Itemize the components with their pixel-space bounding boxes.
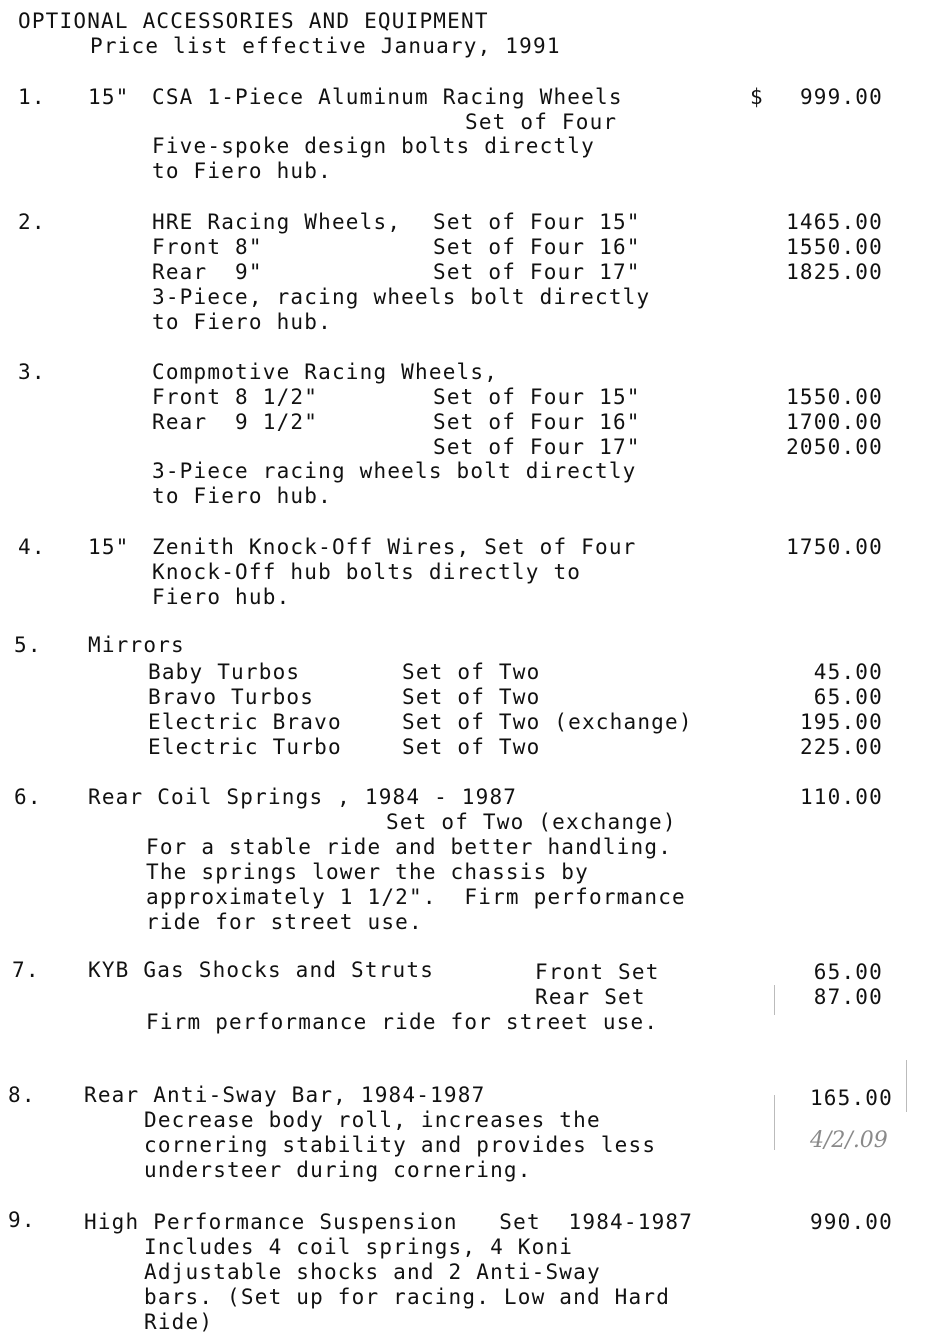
item-row-set: Set of Four 17" <box>433 435 641 459</box>
item-description: Firm performance ride for street use. <box>146 1010 659 1034</box>
item-description: Five-spoke design bolts directly <box>152 134 595 158</box>
item-row-set: Set of Four 15" <box>433 210 641 234</box>
scan-mark <box>774 985 775 1015</box>
item-price: 110.00 <box>799 785 883 809</box>
item-price: 990.00 <box>809 1210 893 1234</box>
item-price: 1550.00 <box>786 385 883 409</box>
page-subtitle: Price list effective January, 1991 <box>90 34 561 58</box>
item-row-label: Electric Bravo <box>148 710 342 734</box>
item-price: 1750.00 <box>786 535 883 559</box>
item-price: 1700.00 <box>786 410 883 434</box>
item-row-set: Set of Two <box>402 735 541 759</box>
item-price: 225.00 <box>799 735 883 759</box>
item-description: to Fiero hub. <box>152 310 332 334</box>
currency-symbol: $ <box>750 85 764 109</box>
item-description: Decrease body roll, increases the <box>144 1108 601 1132</box>
item-title: Mirrors <box>88 633 185 657</box>
scan-mark <box>906 1060 907 1112</box>
item-number: 9. <box>8 1208 36 1232</box>
item-description: Knock-Off hub bolts directly to <box>152 560 582 584</box>
item-description: Ride) <box>144 1310 214 1334</box>
item-number: 2. <box>18 210 46 234</box>
item-description: to Fiero hub. <box>152 159 332 183</box>
handwritten-date: 4/2/.09 <box>810 1128 888 1153</box>
item-price: 1465.00 <box>786 210 883 234</box>
item-row-label: Rear 9 1/2" <box>152 410 319 434</box>
item-row-label: Electric Turbo <box>148 735 342 759</box>
item-title: Rear Anti-Sway Bar, 1984-1987 <box>84 1083 486 1107</box>
item-price: 45.00 <box>813 660 883 684</box>
item-description: The springs lower the chassis by <box>146 860 589 884</box>
item-description: bars. (Set up for racing. Low and Hard <box>144 1285 671 1309</box>
item-number: 5. <box>14 633 42 657</box>
item-number: 6. <box>14 785 42 809</box>
item-row-label: Rear 9" <box>152 260 263 284</box>
item-price: 1550.00 <box>786 235 883 259</box>
item-price: 65.00 <box>813 685 883 709</box>
item-description: Adjustable shocks and 2 Anti-Sway <box>144 1260 601 1284</box>
item-price: 195.00 <box>799 710 883 734</box>
item-row-set: Set of Two (exchange) <box>402 710 693 734</box>
item-description: understeer during cornering. <box>144 1158 532 1182</box>
item-price: 65.00 <box>813 960 883 984</box>
scan-mark <box>774 1095 775 1150</box>
item-row-label: Front 8" <box>152 235 263 259</box>
item-title: KYB Gas Shocks and Struts <box>88 958 435 982</box>
item-number: 1. <box>18 85 46 109</box>
item-row-set: Rear Set <box>535 985 646 1009</box>
item-row-label: Front 8 1/2" <box>152 385 319 409</box>
item-size: 15" <box>88 535 130 559</box>
item-row-set: Set of Four 16" <box>433 235 641 259</box>
item-row-set: Set of Two <box>402 660 541 684</box>
item-description: 3-Piece, racing wheels bolt directly <box>152 285 651 309</box>
item-set-label: Set of Two (exchange) <box>386 810 677 834</box>
page-title: OPTIONAL ACCESSORIES AND EQUIPMENT <box>18 9 489 33</box>
item-description: For a stable ride and better handling. <box>146 835 673 859</box>
item-row-set: Set of Four 16" <box>433 410 641 434</box>
item-number: 3. <box>18 360 46 384</box>
item-price: 1825.00 <box>786 260 883 284</box>
item-set-label: Set of Four <box>465 110 618 134</box>
item-price: 2050.00 <box>786 435 883 459</box>
item-row-set: Set of Four 15" <box>433 385 641 409</box>
item-number: 7. <box>12 958 40 982</box>
item-title: CSA 1-Piece Aluminum Racing Wheels <box>152 85 623 109</box>
item-title: Compmotive Racing Wheels, <box>152 360 499 384</box>
item-title: Zenith Knock-Off Wires, Set of Four <box>152 535 637 559</box>
item-number: 4. <box>18 535 46 559</box>
item-description: to Fiero hub. <box>152 484 332 508</box>
item-title: Rear Coil Springs , 1984 - 1987 <box>88 785 518 809</box>
item-description: Fiero hub. <box>152 585 291 609</box>
item-number: 8. <box>8 1083 36 1107</box>
item-row-label: Baby Turbos <box>148 660 301 684</box>
item-row-label: Bravo Turbos <box>148 685 315 709</box>
item-row-set: Set of Four 17" <box>433 260 641 284</box>
item-description: 3-Piece racing wheels bolt directly <box>152 459 637 483</box>
item-row-set: Front Set <box>535 960 660 984</box>
item-row-label: HRE Racing Wheels, <box>152 210 402 234</box>
item-description: ride for street use. <box>146 910 423 934</box>
item-title: High Performance Suspension Set 1984-1987 <box>84 1210 694 1234</box>
item-row-set: Set of Two <box>402 685 541 709</box>
item-description: Includes 4 coil springs, 4 Koni <box>144 1235 574 1259</box>
item-description: cornering stability and provides less <box>144 1133 657 1157</box>
item-price: 87.00 <box>813 985 883 1009</box>
item-size: 15" <box>88 85 130 109</box>
item-description: approximately 1 1/2". Firm performance <box>146 885 686 909</box>
item-price: 999.00 <box>799 85 883 109</box>
item-price: 165.00 <box>809 1086 893 1110</box>
